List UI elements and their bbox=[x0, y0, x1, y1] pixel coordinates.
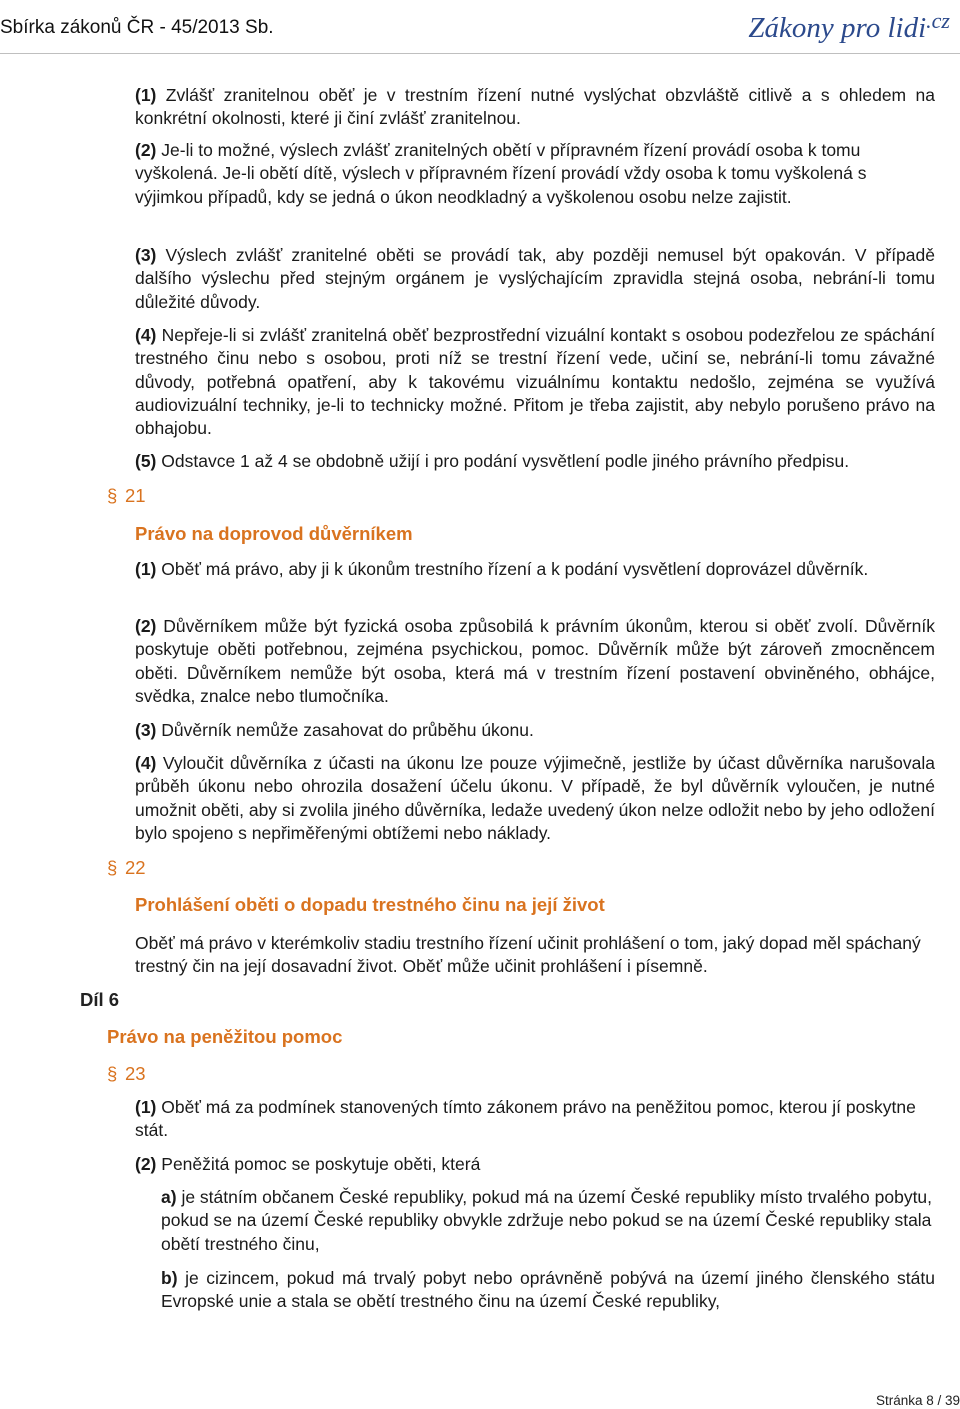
section-22-marker bbox=[107, 856, 146, 879]
s23-item-a: a) je státním občanem České republiky, pokud má na území České republiky místo trvalého pobytu, pokud se na území České republiky obvykle zdržuje nebo pokud se na území České republiky stala obětí trestného činu, bbox=[161, 1187, 933, 1254]
part-label: Díl 6 bbox=[80, 989, 120, 1010]
paragraph-5: (5) Odstavce 1 až 4 se obdobně užijí i pro podání vysvětlení podle jiného právního předpisu. bbox=[135, 451, 850, 471]
paragraph-3: (3) Výslech zvlášť zranitelné oběti se provádí tak, aby později nemusel být opakován. V případě dalšího výslechu před stejným orgánem je vyslýchajícím zpravidla stejná osoba, nebrání-li tomu důležité důvody. bbox=[135, 245, 935, 312]
section-number: 21 bbox=[125, 485, 146, 506]
s23-paragraph-1: (1) Oběť má za podmínek stanovených tímto zákonem právo na peněžitou pomoc, kterou jí poskytne stát. bbox=[135, 1097, 916, 1141]
document-title: Sbírka zákonů ČR - 45/2013 Sb. bbox=[0, 17, 274, 38]
logo-suffix: .cz bbox=[926, 8, 950, 33]
section-symbol: § bbox=[107, 485, 118, 506]
site-logo[interactable] bbox=[748, 3, 950, 46]
paragraph-1: (1) Zvlášť zranitelnou oběť je v trestním řízení nutné vyslýchat obzvláště citlivě a s ohledem na konkrétní okolnosti, které ji činí zvlášť zranitelnou. bbox=[135, 85, 935, 129]
page-number: Stránka 8 / 39 bbox=[875, 1393, 960, 1408]
s21-paragraph-1: (1) Oběť má právo, aby ji k úkonům trestního řízení a k podání vysvětlení doprovázel důvěrník. bbox=[135, 559, 869, 579]
header-divider bbox=[0, 53, 960, 54]
section-number: 22 bbox=[125, 857, 146, 878]
s21-paragraph-3: (3) Důvěrník nemůže zasahovat do průběhu úkonu. bbox=[135, 720, 534, 740]
s23-item-b: b) je cizincem, pokud má trvalý pobyt nebo oprávněně pobývá na území jiného členského státu Evropské unie a stala se obětí trestného činu na území České republiky, bbox=[161, 1268, 935, 1312]
section-21-heading: Právo na doprovod důvěrníkem bbox=[135, 523, 413, 544]
section-21-marker bbox=[107, 484, 146, 507]
s22-paragraph: Oběť má právo v kterémkoliv stadiu trestního řízení učinit prohlášení o tom, jaký dopad měl spáchaný trestný čin na její dosavadní život. Oběť může učinit prohlášení i písemně. bbox=[135, 933, 921, 977]
part-heading: Právo na peněžitou pomoc bbox=[107, 1026, 343, 1047]
paragraph-4: (4) Nepřeje-li si zvlášť zranitelná oběť bezprostřední vizuální kontakt s osobou podezřelou ze spáchání trestného činu nebo s osobou, proti níž se trestní řízení vede, učiní se, nebrání-li tomu závažné důvody, potřebná opatření, aby k takovému vizuálnímu kontaktu nedošlo, zejména se využívá audiovizuální techniky, je-li to technicky možné. Přitom je třeba zajistit, aby nebylo porušeno právo na obhajobu. bbox=[135, 325, 935, 439]
section-23-marker bbox=[107, 1062, 146, 1085]
paragraph-2: (2) Je-li to možné, výslech zvlášť zranitelných obětí v přípravném řízení provádí osoba k tomu vyškolená. Je-li obětí dítě, výslech v přípravném řízení provádí vždy osoba k tomu vyškolená s výjimkou případů, kdy se jedná o úkon neodkladný a vyškolenou osobu nelze zajistit. bbox=[135, 140, 867, 207]
section-symbol: § bbox=[107, 857, 118, 878]
logo-text: Zákony pro lidi bbox=[748, 12, 927, 44]
s21-paragraph-4: (4) Vyloučit důvěrníka z účasti na úkonu lze pouze výjimečně, jestliže by účast důvěrníka narušovala průběh úkonu nebo ohrozila dosažení účelu úkonu. V případě, že byl důvěrník vyloučen, je nutné umožnit oběti, aby si zvolila jiného důvěrníka, ledaže uvedený úkon nelze odložit nebo by jeho odložení bylo spojeno s nepřiměřenými obtížemi nebo náklady. bbox=[135, 753, 935, 843]
s23-paragraph-2: (2) Peněžitá pomoc se poskytuje oběti, která bbox=[135, 1154, 481, 1174]
section-22-heading: Prohlášení oběti o dopadu trestného činu na její život bbox=[135, 894, 605, 915]
section-number: 23 bbox=[125, 1063, 146, 1084]
section-symbol: § bbox=[107, 1063, 118, 1084]
s21-paragraph-2: (2) Důvěrníkem může být fyzická osoba způsobilá k právním úkonům, kterou si oběť zvolí. Důvěrník poskytuje oběti potřebnou, zejména psychickou, pomoc. Důvěrník může být zároveň zmocněncem oběti. Důvěrníkem nemůže být osoba, která má v trestním řízení postavení obviněného, obhájce, svědka, znalce nebo tlumočníka. bbox=[135, 616, 935, 706]
